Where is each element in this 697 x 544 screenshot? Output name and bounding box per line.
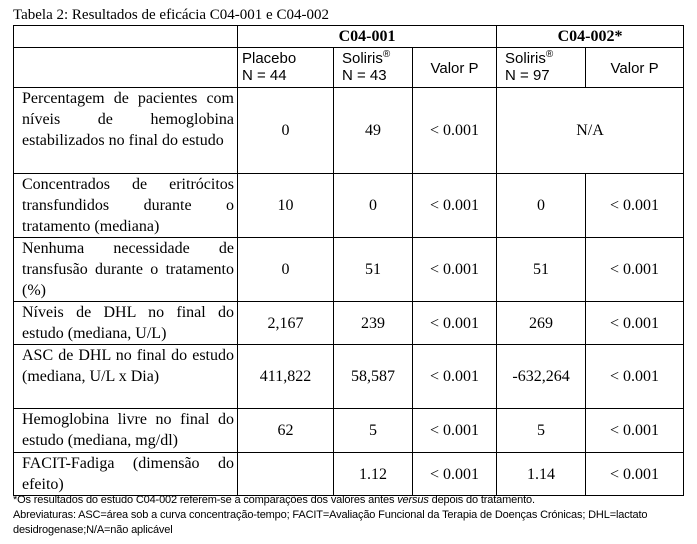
row-label: Concentrados de eritrócitos transfundidos durante o tratamento (mediana) [14, 174, 238, 238]
cell-placebo: 62 [238, 409, 334, 453]
header-soliris-2 [497, 48, 586, 88]
cell-p-1: < 0.001 [413, 409, 497, 453]
header-valor-p-1: Valor P [413, 48, 497, 88]
row-label: Níveis de DHL no final do estudo (mediana, U/L) [14, 302, 238, 345]
table-row [14, 88, 684, 174]
cell-p-2: < 0.001 [586, 345, 684, 409]
table-footnote [13, 493, 685, 538]
header-study-c04-002: C04-002* [497, 26, 684, 48]
footnote-abbreviations: Abreviaturas: ASC=área sob a curva concentração-tempo; FACIT=Avaliação Funcional da Terapia de Doenças Crónicas; DHL=lactato desidrogenase;N/A=não aplicável [13, 509, 648, 536]
header-row-studies [14, 26, 684, 48]
cell-placebo: 0 [238, 88, 334, 174]
row-label: Nenhuma necessidade de transfusão durante o tratamento (%) [14, 238, 238, 302]
table-row [14, 174, 684, 238]
header-valor-p-2: Valor P [586, 48, 684, 88]
cell-merged-na: N/A [497, 88, 684, 174]
cell-soliris-2: 0 [497, 174, 586, 238]
header-placebo [238, 48, 334, 88]
cell-placebo: 0 [238, 238, 334, 302]
cell-soliris-1: 5 [334, 409, 413, 453]
cell-placebo [238, 453, 334, 496]
cell-p-1: < 0.001 [413, 238, 497, 302]
row-label: Percentagem de pacientes com níveis de hemoglobina estabilizados no final do estudo [14, 88, 238, 174]
soliris-label: Soliris [505, 50, 546, 67]
cell-placebo: 10 [238, 174, 334, 238]
table-row [14, 302, 684, 345]
cell-soliris-1: 58,587 [334, 345, 413, 409]
row-label: FACIT-Fadiga (dimensão do efeito) [14, 453, 238, 496]
cell-soliris-1: 51 [334, 238, 413, 302]
cell-soliris-2: -632,264 [497, 345, 586, 409]
cell-p-1: < 0.001 [413, 174, 497, 238]
cell-soliris-2: 51 [497, 238, 586, 302]
footnote-italic-versus: versus [397, 494, 429, 506]
footnote-text: depois do tratamento. [428, 494, 535, 506]
cell-soliris-2: 1.14 [497, 453, 586, 496]
cell-soliris-1: 0 [334, 174, 413, 238]
cell-p-1: < 0.001 [413, 88, 497, 174]
cell-p-2: < 0.001 [586, 453, 684, 496]
footnote-line-1 [13, 493, 685, 508]
header-study-c04-001: C04-001 [238, 26, 497, 48]
row-label: ASC de DHL no final do estudo (mediana, U/L x Dia) [14, 345, 238, 409]
soliris-n-1: N = 43 [342, 67, 387, 84]
placebo-label: Placebo [242, 50, 297, 67]
table-row [14, 453, 684, 496]
header-row-groups [14, 48, 684, 88]
cell-soliris-1: 49 [334, 88, 413, 174]
cell-p-1: < 0.001 [413, 302, 497, 345]
cell-soliris-1: 239 [334, 302, 413, 345]
header-blank-label [14, 48, 238, 88]
cell-placebo: 411,822 [238, 345, 334, 409]
cell-soliris-2: 5 [497, 409, 586, 453]
cell-soliris-1: 1.12 [334, 453, 413, 496]
cell-placebo: 2,167 [238, 302, 334, 345]
row-label: Hemoglobina livre no final do estudo (mediana, mg/dl) [14, 409, 238, 453]
table-caption: Tabela 2: Resultados de eficácia C04-001 e C04-002 [13, 7, 329, 23]
cell-p-1: < 0.001 [413, 453, 497, 496]
registered-mark: ® [545, 49, 554, 60]
table-row [14, 409, 684, 453]
cell-p-2: < 0.001 [586, 302, 684, 345]
header-empty-cell [14, 26, 238, 48]
efficacy-table [13, 25, 684, 496]
header-soliris-1 [334, 48, 413, 88]
table-row [14, 345, 684, 409]
registered-mark: ® [382, 49, 391, 60]
cell-p-2: < 0.001 [586, 174, 684, 238]
table-row [14, 238, 684, 302]
cell-p-2: < 0.001 [586, 409, 684, 453]
placebo-n: N = 44 [242, 67, 287, 84]
soliris-label: Soliris [342, 50, 383, 67]
soliris-n-2: N = 97 [505, 67, 550, 84]
cell-p-1: < 0.001 [413, 345, 497, 409]
cell-p-2: < 0.001 [586, 238, 684, 302]
cell-soliris-2: 269 [497, 302, 586, 345]
footnote-text: *Os resultados do estudo C04-002 referem-se a comparações dos valores antes [13, 494, 398, 506]
